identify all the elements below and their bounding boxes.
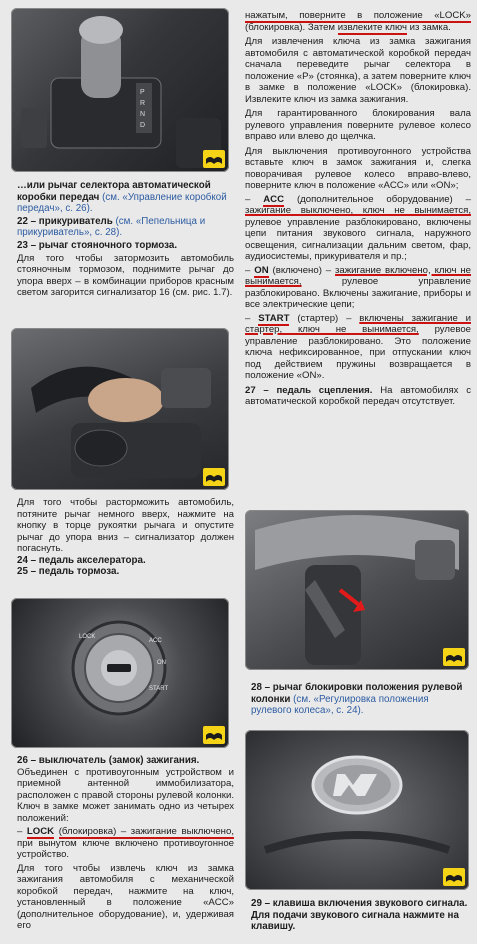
para-lock-position: – LOCK (блокировка) – зажигание выключено, при вынутом ключе включено противоугонное устройство. bbox=[17, 826, 234, 861]
svg-text:N: N bbox=[140, 111, 146, 118]
book-reference-icon bbox=[203, 726, 225, 744]
on-label: ON bbox=[254, 264, 269, 276]
link-steering-wheel-adjust[interactable]: (см. «Регулировка положения рулевого колеса», с. 24). bbox=[251, 693, 429, 717]
steering-column-lever-photo bbox=[245, 510, 469, 670]
caption-item25: 25 – педаль тормоза. bbox=[17, 566, 120, 578]
para-on-position: – ON (включено) – зажигание включено, ключ не вынимается, рулевое управление разблокировано. Включены зажигание, приборы и все электрические цепи; bbox=[245, 264, 471, 310]
caption-item26: 26 – выключатель (замок) зажигания. bbox=[17, 755, 200, 766]
svg-text:R: R bbox=[140, 100, 146, 107]
para-ignition-lock: Объединен с противоугонным устройством и приемной антенной иммобилизатора, расположен с правой стороны рулевой колонки. Ключ в замке может занимать одно из четырех положений: bbox=[17, 766, 234, 824]
para-top-continuation: нажатым, поверните в положение «LOCK» (блокировка). Затем извлеките ключ из замка. bbox=[245, 10, 471, 33]
para-clutch: 27 – педаль сцепления. На автомобилях с автоматической коробкой передач отсутствует. bbox=[245, 384, 471, 407]
svg-text:P: P bbox=[140, 89, 145, 96]
svg-text:ACC: ACC bbox=[149, 638, 162, 644]
caption-item22: 22 – прикуриватель (см. «Пепельница и прикуриватель», с. 28). bbox=[17, 215, 206, 239]
acc-label: ACC bbox=[263, 193, 285, 205]
svg-text:START: START bbox=[149, 686, 169, 692]
parking-brake-photo bbox=[11, 328, 229, 490]
svg-text:LOCK: LOCK bbox=[79, 634, 96, 640]
para-extract-manual: Для того чтобы извлечь ключ из замка зажигания автомобиля с механической коробкой передач, нажмите на ключ, установленный в положение «ACC» (дополнительное оборудование), и, удерживая его bbox=[17, 862, 234, 932]
steering-column-illustration bbox=[245, 510, 469, 670]
book-reference-icon bbox=[443, 648, 465, 666]
link-ashtray-lighter[interactable]: (см. «Пепельница и прикуриватель», с. 28). bbox=[17, 215, 206, 239]
para-steering-lock: Для гарантированного блокирования вала рулевого управления поверните рулевое колесо вправо или влево до щелчка. bbox=[245, 108, 471, 142]
book-reference-icon bbox=[203, 150, 225, 168]
horn-illustration bbox=[245, 730, 469, 890]
caption-gear-selector: …или рычаг селектора автоматической коробки передач (см. «Управление коробкой передач», с. 26). bbox=[17, 180, 227, 215]
link-gearbox-control[interactable]: (см. «Управление коробкой передач», с. 26). bbox=[17, 191, 227, 215]
para-unlock-antitheft: Для выключения противоугонного устройства вставьте ключ в замок зажигания и, слегка поворачивая рулевое колесо вправо-влево, поверните ключ в положение «ACC» или «ON»; bbox=[245, 145, 471, 191]
para-extract-auto: Для извлечения ключа из замка зажигания автомобиля с автоматической коробкой передач сначала переведите рычаг селектора в положение «P» (стоянка), а затем поверните ключ в замке в положение «LOCK» (блокировка). Извлеките ключ из замка зажигания. bbox=[245, 36, 471, 105]
lock-label: LOCK bbox=[26, 826, 55, 838]
gear-selector-illustration bbox=[11, 8, 229, 172]
caption-item29: 29 – клавиша включения звукового сигнала. Для подачи звукового сигнала нажмите на клавишу. bbox=[251, 898, 468, 933]
caption-item27: 27 – педаль сцепления. bbox=[245, 384, 373, 396]
para-acc-position: – ACC (дополнительное оборудование) – зажигание выключено, ключ не вынимается, рулевое управление разблокировано, включены цепи питания звукового сигнала, наружного освещения, сигнализации дальним светом, фар, аудиосистемы, прикуривателя и пр.; bbox=[245, 193, 471, 262]
ignition-lock-photo bbox=[11, 598, 229, 748]
book-reference-icon bbox=[443, 868, 465, 886]
horn-button-photo bbox=[245, 730, 469, 890]
caption-item23: 23 – рычаг стояночного тормоза. bbox=[17, 239, 178, 251]
start-label: START bbox=[258, 312, 290, 324]
ignition-lock-illustration bbox=[11, 598, 229, 748]
parking-brake-illustration bbox=[11, 328, 229, 490]
book-reference-icon bbox=[203, 468, 225, 486]
caption-item28: 28 – рычаг блокировки положения рулевой колонки (см. «Регулировка положения рулевого колеса», с. 24). bbox=[251, 682, 463, 717]
para-release-brake: Для того чтобы расторможить автомобиль, потяните рычаг немного вверх, нажмите на кнопку в торце рукоятки рычага и опустите рычаг до упора вниз – сигнализатор должен погаснуть. bbox=[17, 497, 234, 554]
gear-selector-photo bbox=[11, 8, 229, 172]
svg-text:D: D bbox=[140, 122, 146, 129]
para-start-position: – START (стартер) – включены зажигание и стартер, ключ не вынимается, рулевое управление разблокировано. Это положение ключа нефиксированное, при отпускании ключ под действием пружины возвращается в положение «ON». bbox=[245, 312, 471, 381]
svg-text:ON: ON bbox=[157, 660, 166, 666]
para-parking-brake: Для того чтобы затормозить автомобиль стояночным тормозом, поднимите рычаг до упора вверх – в комбинации приборов красным светом загорится сигнализатор 16 (см. рис. 1.7). bbox=[17, 252, 234, 299]
caption-item24: 24 – педаль акселератора. bbox=[17, 554, 146, 566]
